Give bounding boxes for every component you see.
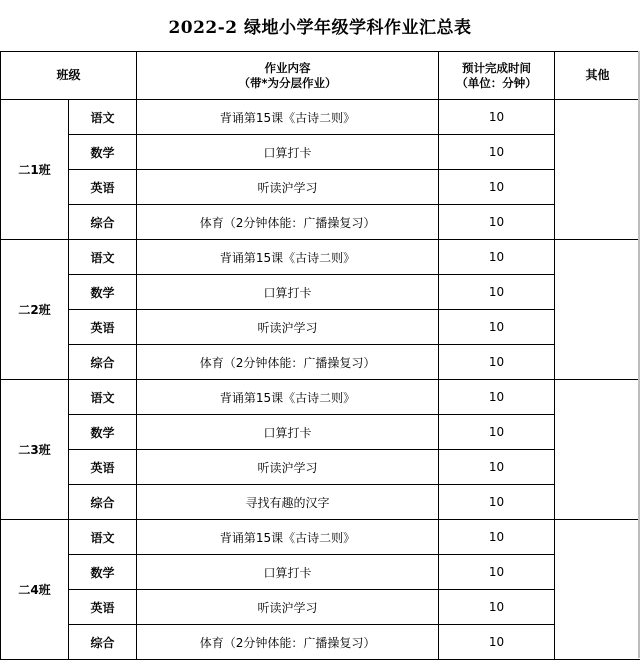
minutes-cell: 10 xyxy=(439,590,555,625)
minutes-cell: 10 xyxy=(439,450,555,485)
table-row xyxy=(1,275,640,310)
content-cell: 听读沪学习 xyxy=(137,590,439,625)
minutes-cell: 10 xyxy=(439,345,555,380)
minutes-cell: 10 xyxy=(439,625,555,660)
subject-cell: 语文 xyxy=(69,100,137,135)
subject-cell: 数学 xyxy=(69,415,137,450)
header-content-line2: （带*为分层作业） xyxy=(137,76,438,91)
minutes-cell: 10 xyxy=(439,415,555,450)
subject-cell: 数学 xyxy=(69,555,137,590)
page-title: 2022-2 绿地小学年级学科作业汇总表 xyxy=(0,0,640,51)
header-row xyxy=(1,52,640,100)
subject-cell: 语文 xyxy=(69,380,137,415)
table-row xyxy=(1,625,640,660)
content-cell: 背诵第15课《古诗二则》 xyxy=(137,520,439,555)
header-time-line1: 预计完成时间 xyxy=(439,61,554,76)
subject-cell: 英语 xyxy=(69,170,137,205)
content-cell: 寻找有趣的汉字 xyxy=(137,485,439,520)
subject-cell: 数学 xyxy=(69,275,137,310)
homework-table xyxy=(0,51,640,660)
minutes-cell: 10 xyxy=(439,485,555,520)
table-row xyxy=(1,135,640,170)
header-time-line2: （单位：分钟） xyxy=(439,76,554,91)
table-row xyxy=(1,170,640,205)
header-content-line1: 作业内容 xyxy=(137,61,438,76)
subject-cell: 英语 xyxy=(69,310,137,345)
subject-cell: 英语 xyxy=(69,450,137,485)
table-row xyxy=(1,450,640,485)
content-cell: 体育（2分钟体能：广播操复习） xyxy=(137,345,439,380)
class-name: 二3班 xyxy=(1,380,69,520)
table-row xyxy=(1,380,640,415)
content-cell: 口算打卡 xyxy=(137,135,439,170)
content-cell: 背诵第15课《古诗二则》 xyxy=(137,100,439,135)
table-row xyxy=(1,205,640,240)
table-row xyxy=(1,100,640,135)
class-name: 二4班 xyxy=(1,520,69,660)
other-cell xyxy=(555,380,640,520)
other-cell xyxy=(555,520,640,660)
other-cell xyxy=(555,240,640,380)
subject-cell: 综合 xyxy=(69,345,137,380)
table-row xyxy=(1,590,640,625)
subject-cell: 英语 xyxy=(69,590,137,625)
other-cell xyxy=(555,100,640,240)
header-content xyxy=(137,52,439,100)
minutes-cell: 10 xyxy=(439,240,555,275)
content-cell: 体育（2分钟体能：广播操复习） xyxy=(137,205,439,240)
class-name: 二1班 xyxy=(1,100,69,240)
minutes-cell: 10 xyxy=(439,170,555,205)
minutes-cell: 10 xyxy=(439,520,555,555)
minutes-cell: 10 xyxy=(439,275,555,310)
content-cell: 听读沪学习 xyxy=(137,170,439,205)
minutes-cell: 10 xyxy=(439,380,555,415)
content-cell: 听读沪学习 xyxy=(137,310,439,345)
minutes-cell: 10 xyxy=(439,310,555,345)
table-row xyxy=(1,555,640,590)
content-cell: 体育（2分钟体能：广播操复习） xyxy=(137,625,439,660)
table-row xyxy=(1,520,640,555)
minutes-cell: 10 xyxy=(439,135,555,170)
subject-cell: 语文 xyxy=(69,520,137,555)
table-row xyxy=(1,310,640,345)
table-row xyxy=(1,240,640,275)
content-cell: 背诵第15课《古诗二则》 xyxy=(137,240,439,275)
minutes-cell: 10 xyxy=(439,205,555,240)
content-cell: 听读沪学习 xyxy=(137,450,439,485)
header-class: 班级 xyxy=(1,52,137,100)
subject-cell: 综合 xyxy=(69,625,137,660)
minutes-cell: 10 xyxy=(439,555,555,590)
table-row xyxy=(1,415,640,450)
content-cell: 口算打卡 xyxy=(137,275,439,310)
header-other: 其他 xyxy=(555,52,640,100)
table-row xyxy=(1,345,640,380)
subject-cell: 数学 xyxy=(69,135,137,170)
header-time xyxy=(439,52,555,100)
class-name: 二2班 xyxy=(1,240,69,380)
subject-cell: 综合 xyxy=(69,205,137,240)
minutes-cell: 10 xyxy=(439,100,555,135)
subject-cell: 语文 xyxy=(69,240,137,275)
content-cell: 口算打卡 xyxy=(137,415,439,450)
content-cell: 背诵第15课《古诗二则》 xyxy=(137,380,439,415)
subject-cell: 综合 xyxy=(69,485,137,520)
content-cell: 口算打卡 xyxy=(137,555,439,590)
table-row xyxy=(1,485,640,520)
